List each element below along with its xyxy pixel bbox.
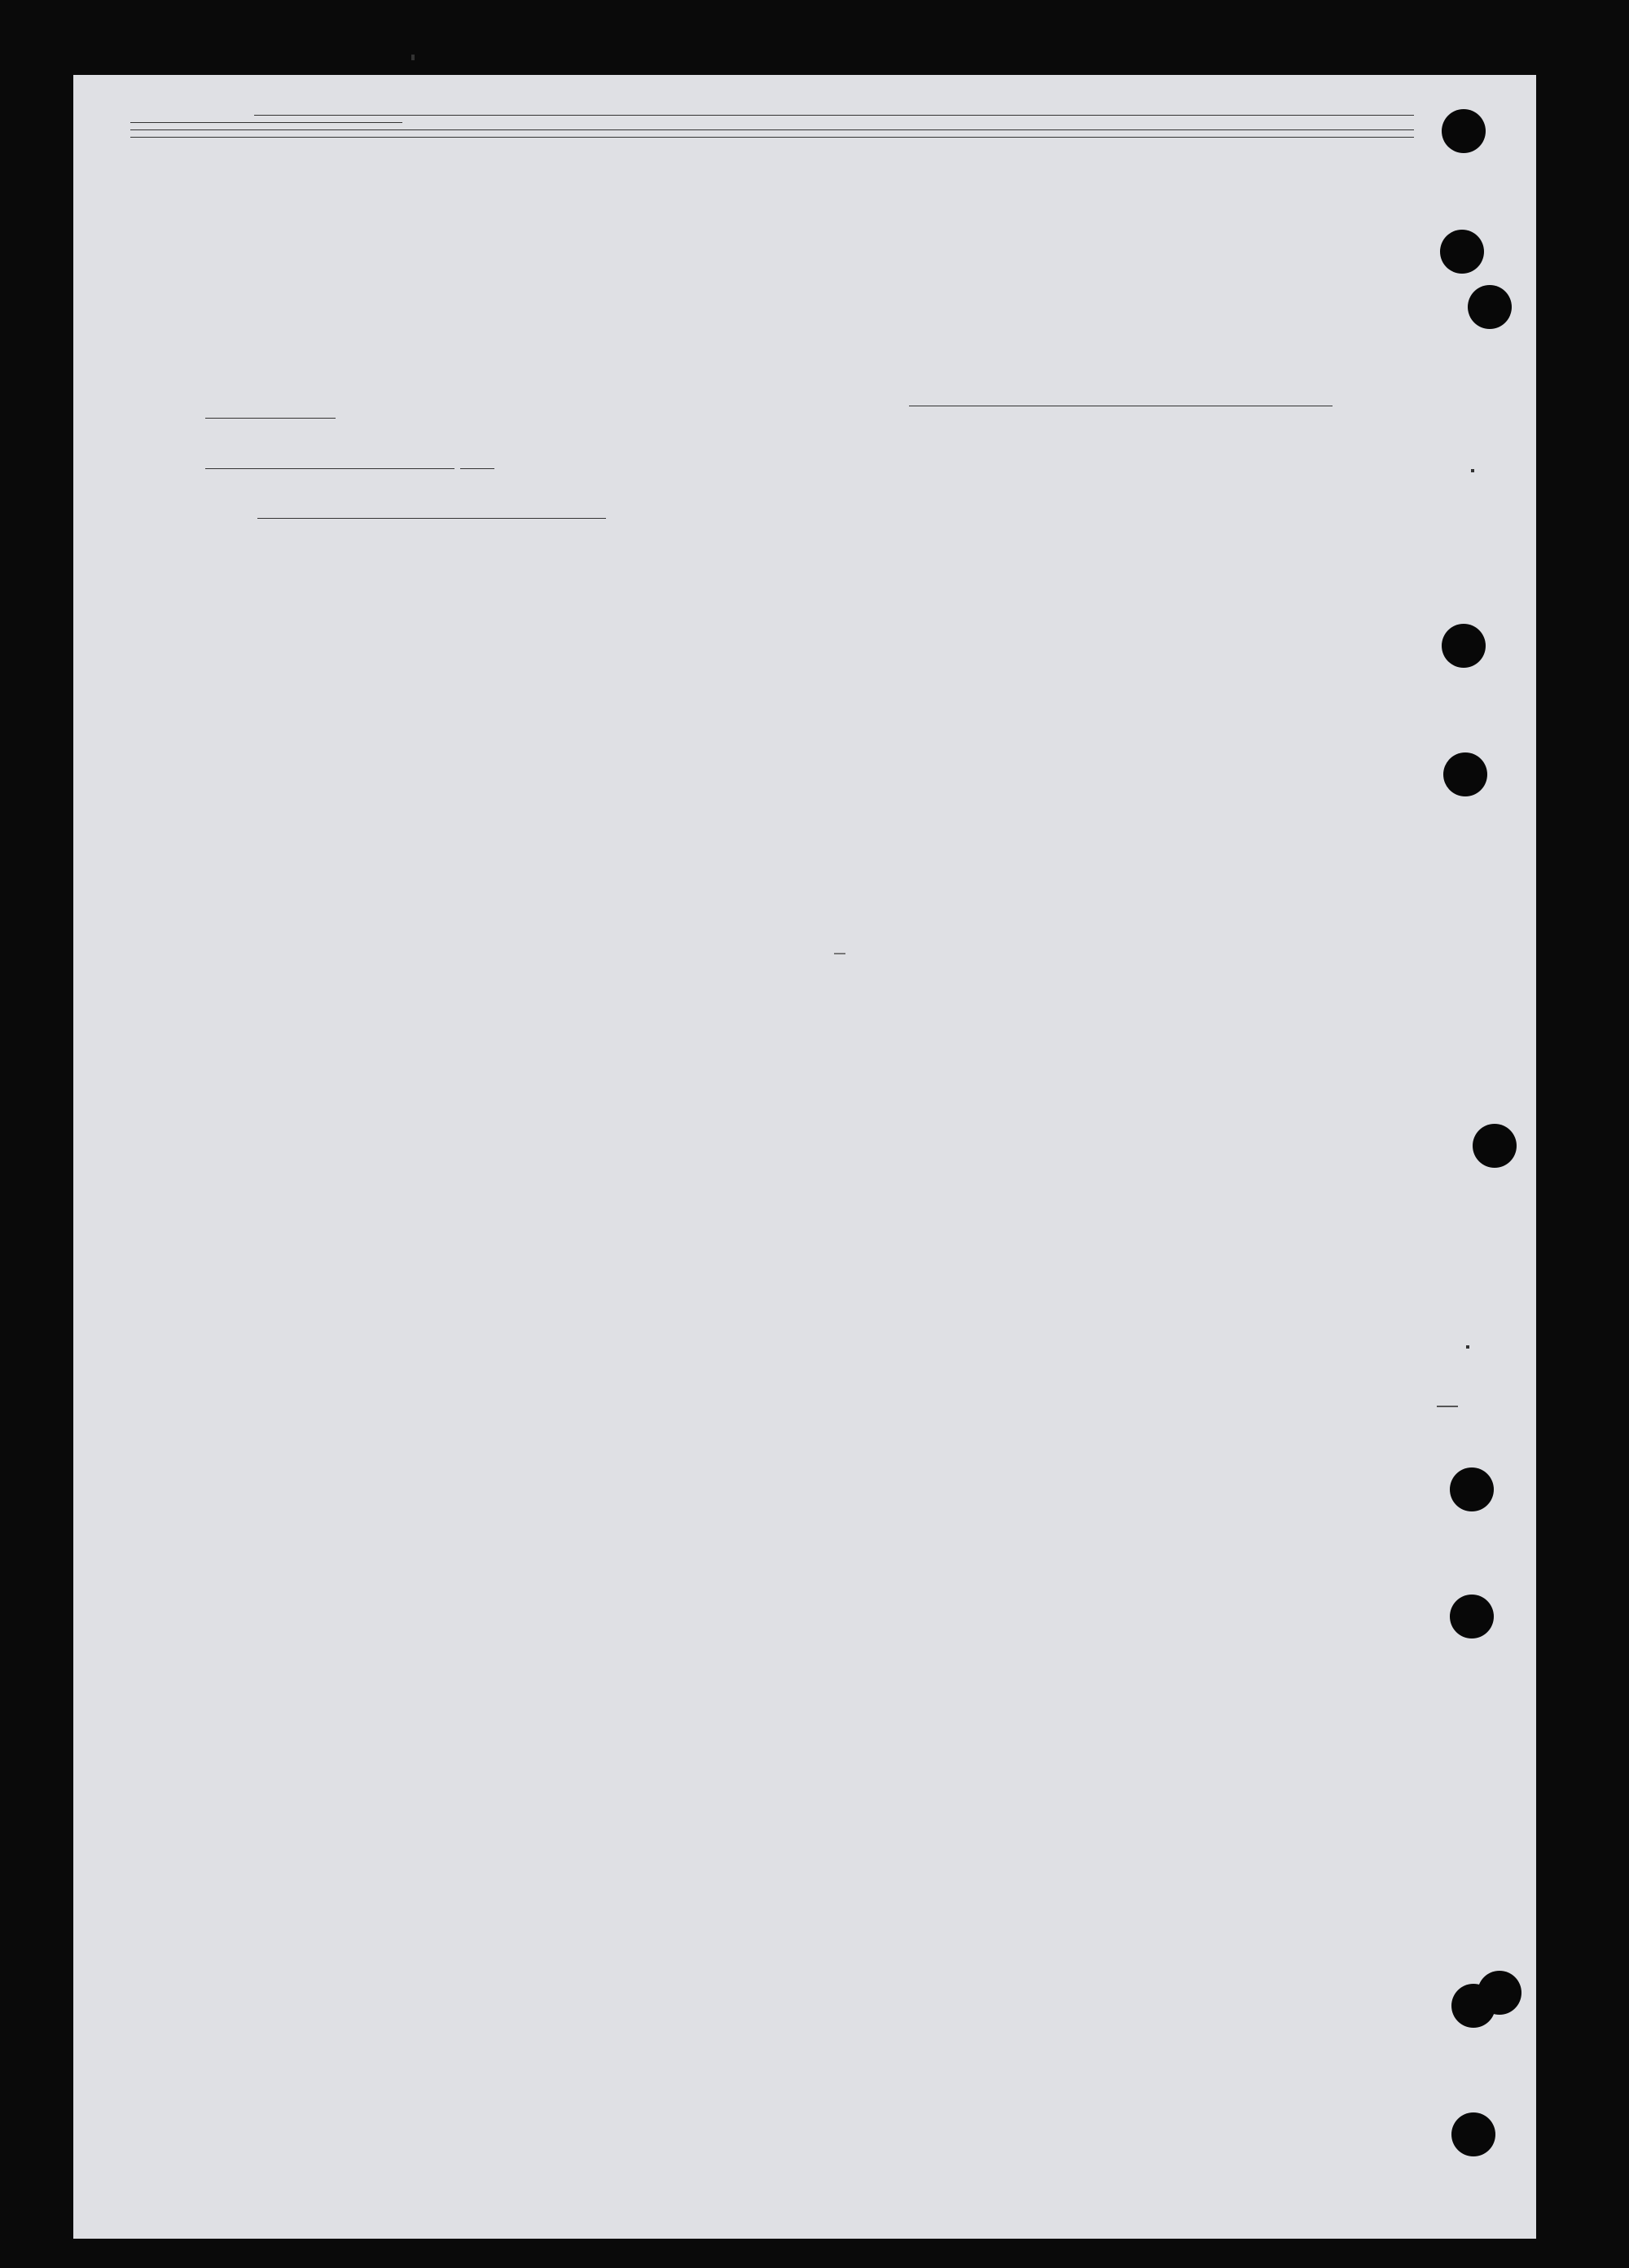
scan-speck [1437, 1406, 1458, 1407]
lists-from-blank[interactable] [130, 116, 215, 123]
sworn-line [205, 399, 336, 425]
lists-to-blank[interactable] [215, 116, 269, 123]
month-blank[interactable] [205, 462, 454, 469]
oath-line-1 [130, 108, 1414, 116]
deputy-signature-blank[interactable] [257, 511, 606, 519]
punch-hole [1442, 109, 1486, 153]
year-blank[interactable] [460, 462, 494, 469]
manifests-to-blank[interactable] [345, 116, 402, 123]
ship-name-blank[interactable] [834, 108, 1414, 116]
oath-line-3 [130, 123, 1414, 130]
manifests-from-blank[interactable] [269, 116, 345, 123]
punch-hole [1443, 752, 1487, 796]
scan-speck [411, 55, 415, 60]
sworn-day-blank[interactable] [205, 411, 336, 419]
master-name-blank[interactable] [254, 108, 834, 116]
oath-line-2 [130, 116, 1414, 123]
master-signature [909, 399, 1333, 406]
scan-speck [1466, 1345, 1469, 1349]
punch-hole [1440, 230, 1484, 274]
punch-hole [1450, 1467, 1494, 1511]
oath-line-4 [130, 130, 1414, 138]
punch-hole [1468, 285, 1512, 329]
date-line [205, 450, 494, 476]
punch-hole [1442, 624, 1486, 668]
punch-hole [1473, 1124, 1517, 1168]
scan-speck [1471, 469, 1474, 472]
oath-paragraph [130, 108, 1414, 138]
port-blank[interactable] [130, 123, 1414, 130]
punch-hole [1450, 1595, 1494, 1638]
scan-speck [834, 953, 845, 954]
punch-hole [1451, 1984, 1495, 2028]
departure-port-blank[interactable] [130, 130, 1414, 138]
master-signature-blank[interactable] [909, 399, 1333, 406]
punch-hole [1451, 2112, 1495, 2156]
